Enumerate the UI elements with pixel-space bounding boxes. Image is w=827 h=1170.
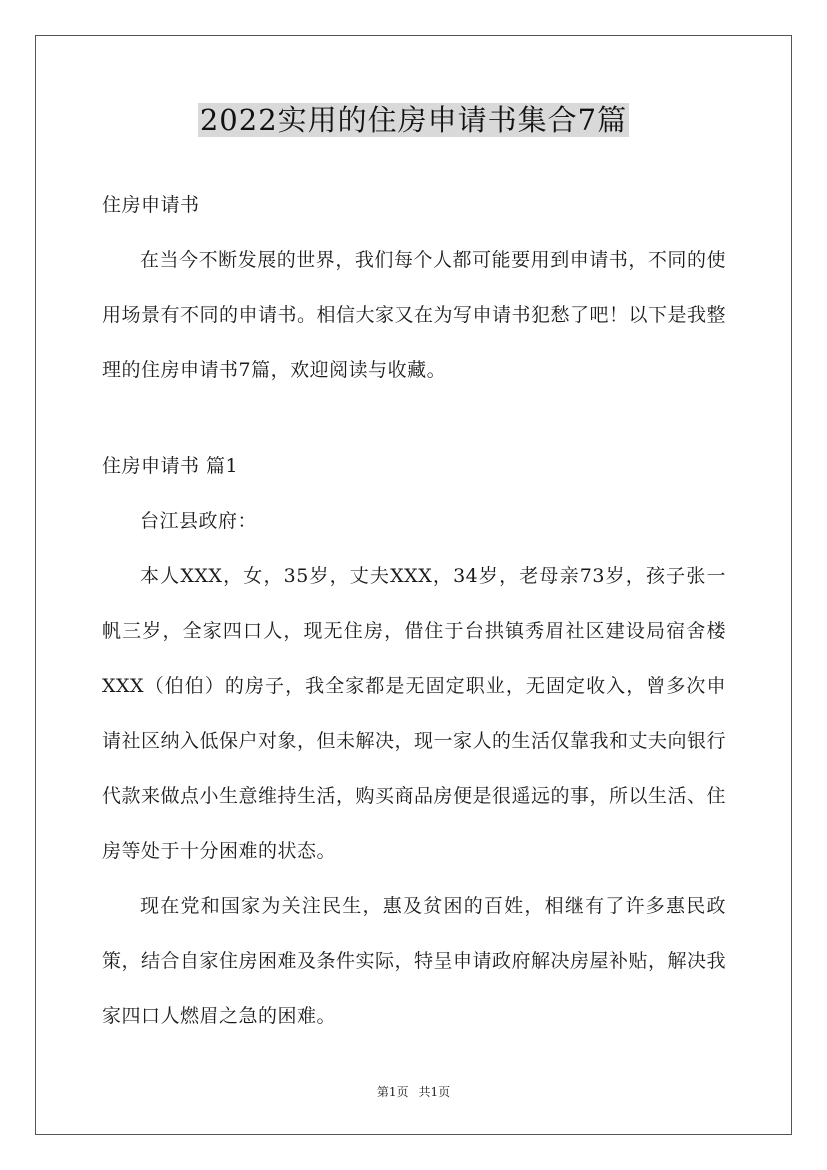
document-body	[102, 178, 726, 1044]
document-subtitle: 住房申请书	[102, 194, 200, 216]
body-paragraph-2: 现在党和国家为关注民生，惠及贫困的百姓，相继有了许多惠民政策，结合自家住房困难及条件实际，特呈申请政府解决房屋补贴，解决我家四口人燃眉之急的困难。	[102, 895, 727, 1027]
section-gap	[102, 398, 726, 439]
document-title	[0, 100, 827, 140]
page-number: 第1页	[376, 1085, 409, 1099]
section-heading: 住房申请书 篇1	[102, 455, 239, 477]
body-paragraph-1: 本人XXX，女，35岁，丈夫XXX，34岁，老母亲73岁，孩子张一帆三岁，全家四口人，现无住房，借住于台拱镇秀眉社区建设局宿舍楼XXX（伯伯）的房子，我全家都是无固定职业，无固定收入，曾多次申请社区纳入低保户对象，但未解决，现一家人的生活仅靠我和丈夫向银行代款来做点小生意维持生活，购买商品房便是很遥远的事，所以生活、住房等处于十分困难的状态。	[102, 565, 727, 862]
page-footer	[0, 1083, 827, 1101]
document-title-text: 2022实用的住房申请书集合7篇	[199, 103, 628, 137]
salutation: 台江县政府：	[140, 510, 258, 532]
intro-paragraph: 在当今不断发展的世界，我们每个人都可能要用到申请书，不同的使用场景有不同的申请书。相信大家又在为写申请书犯愁了吧！以下是我整理的住房申请书7篇，欢迎阅读与收藏。	[102, 249, 727, 381]
page-total: 共1页	[418, 1085, 451, 1099]
